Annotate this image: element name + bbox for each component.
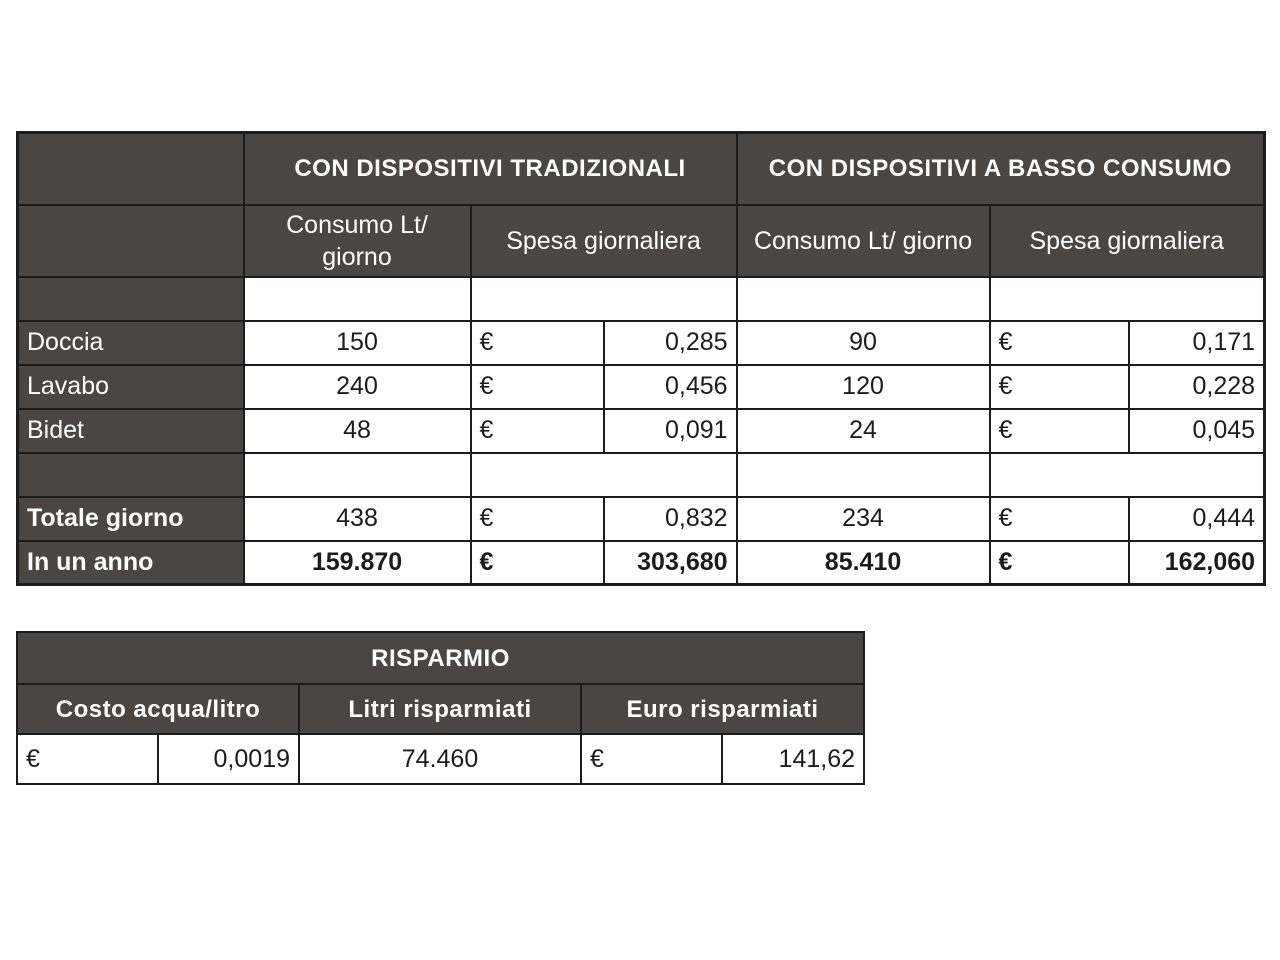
low-liters: 90 bbox=[737, 321, 990, 365]
low-liters: 85.410 bbox=[737, 541, 990, 585]
low-euro: 0,444 bbox=[1129, 497, 1265, 541]
currency-symbol: € bbox=[17, 734, 158, 784]
row-label: Bidet bbox=[18, 409, 244, 453]
euro-saved-value: 141,62 bbox=[722, 734, 864, 784]
currency-symbol: € bbox=[990, 497, 1129, 541]
year-total-row bbox=[18, 541, 1265, 585]
traditional-devices-header: CON DISPOSITIVI TRADIZIONALI bbox=[244, 133, 737, 205]
savings-header-row bbox=[17, 684, 864, 734]
savings-table bbox=[16, 631, 865, 785]
table-row bbox=[18, 365, 1265, 409]
savings-title: RISPARMIO bbox=[17, 632, 864, 684]
currency-symbol: € bbox=[471, 541, 604, 585]
water-cost-header: Costo acqua/litro bbox=[17, 684, 299, 734]
low-euro: 0,171 bbox=[1129, 321, 1265, 365]
low-consumo-header: Consumo Lt/ giorno bbox=[737, 205, 990, 277]
spacer-row bbox=[18, 453, 1265, 497]
row-label: Totale giorno bbox=[18, 497, 244, 541]
low-spesa-header: Spesa giornaliera bbox=[990, 205, 1265, 277]
trad-euro: 0,091 bbox=[604, 409, 737, 453]
trad-liters: 48 bbox=[244, 409, 471, 453]
trad-euro: 0,832 bbox=[604, 497, 737, 541]
low-euro: 0,045 bbox=[1129, 409, 1265, 453]
trad-liters: 240 bbox=[244, 365, 471, 409]
group-header-row bbox=[18, 133, 1265, 205]
sub-header-row bbox=[18, 205, 1265, 277]
low-liters: 234 bbox=[737, 497, 990, 541]
row-label: In un anno bbox=[18, 541, 244, 585]
table-row bbox=[18, 409, 1265, 453]
savings-title-row bbox=[17, 632, 864, 684]
corner-cell bbox=[18, 205, 244, 277]
euro-saved-header: Euro risparmiati bbox=[581, 684, 864, 734]
trad-consumo-header: Consumo Lt/ giorno bbox=[244, 205, 471, 277]
currency-symbol: € bbox=[471, 497, 604, 541]
currency-symbol: € bbox=[471, 365, 604, 409]
currency-symbol: € bbox=[990, 541, 1129, 585]
trad-euro: 303,680 bbox=[604, 541, 737, 585]
currency-symbol: € bbox=[471, 321, 604, 365]
liters-saved-header: Litri risparmiati bbox=[299, 684, 581, 734]
low-liters: 120 bbox=[737, 365, 990, 409]
currency-symbol: € bbox=[990, 409, 1129, 453]
total-day-row bbox=[18, 497, 1265, 541]
consumption-table bbox=[16, 131, 1266, 586]
currency-symbol: € bbox=[990, 321, 1129, 365]
table-row bbox=[18, 321, 1265, 365]
low-liters: 24 bbox=[737, 409, 990, 453]
trad-liters: 438 bbox=[244, 497, 471, 541]
savings-values-row bbox=[17, 734, 864, 784]
trad-euro: 0,285 bbox=[604, 321, 737, 365]
trad-spesa-header: Spesa giornaliera bbox=[471, 205, 737, 277]
spacer-row bbox=[18, 277, 1265, 321]
currency-symbol: € bbox=[990, 365, 1129, 409]
low-consumption-devices-header: CON DISPOSITIVI A BASSO CONSUMO bbox=[737, 133, 1265, 205]
currency-symbol: € bbox=[581, 734, 722, 784]
currency-symbol: € bbox=[471, 409, 604, 453]
row-label: Doccia bbox=[18, 321, 244, 365]
low-euro: 0,228 bbox=[1129, 365, 1265, 409]
liters-saved-value: 74.460 bbox=[299, 734, 581, 784]
corner-cell bbox=[18, 133, 244, 205]
low-euro: 162,060 bbox=[1129, 541, 1265, 585]
trad-euro: 0,456 bbox=[604, 365, 737, 409]
row-label: Lavabo bbox=[18, 365, 244, 409]
trad-liters: 159.870 bbox=[244, 541, 471, 585]
water-cost-value: 0,0019 bbox=[158, 734, 299, 784]
trad-liters: 150 bbox=[244, 321, 471, 365]
